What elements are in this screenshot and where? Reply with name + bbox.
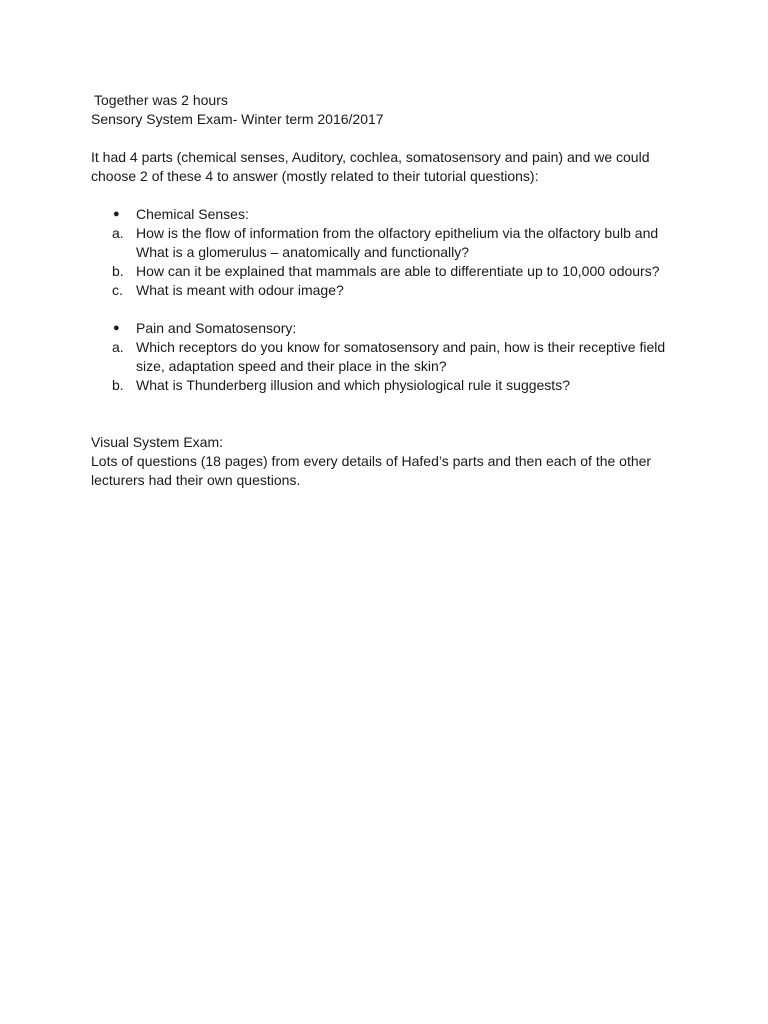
overview-line: choose 2 of these 4 to answer (mostly related to their tutorial questions): [91,168,539,184]
section-pain-somatosensory [91,319,691,395]
section-heading-text: Pain and Somatosensory: [136,320,297,336]
question-item [91,338,691,357]
document-body [91,91,691,490]
question-text: Which receptors do you know for somatosensory and pain, how is their receptive field [136,339,666,355]
question-item [91,224,691,243]
question-marker: b. [112,377,124,393]
intro-line: Together was 2 hours [94,92,228,108]
question-continuation [91,243,691,262]
question-text: What is Thunderberg illusion and which physiological rule it suggests? [136,377,570,393]
question-marker: a. [112,339,124,355]
visual-exam-title: Visual System Exam: [91,434,224,450]
visual-exam-line: lecturers had their own questions. [91,472,301,488]
question-text: What is a glomerulus – anatomically and functionally? [136,244,470,260]
exam-title: Sensory System Exam- Winter term 2016/2017 [91,111,384,127]
spacer [91,395,691,433]
question-marker: b. [112,263,124,279]
bullet-icon: ● [113,322,120,334]
section-heading [91,205,691,224]
visual-exam-line: Lots of questions (18 pages) from every details of Hafed’s parts and then each of the other [91,453,652,469]
question-marker: a. [112,225,124,241]
question-item [91,376,691,395]
section-heading [91,319,691,338]
bullet-icon: ● [113,208,120,220]
section-chemical-senses [91,205,691,300]
question-item [91,262,691,281]
spacer [91,300,691,319]
overview-line: It had 4 parts (chemical senses, Auditory, cochlea, somatosensory and pain) and we could [91,149,650,165]
question-text: What is meant with odour image? [136,282,344,298]
spacer [91,186,691,205]
question-item [91,281,691,300]
question-text: size, adaptation speed and their place in the skin? [136,358,447,374]
question-text: How can it be explained that mammals are able to differentiate up to 10,000 odours? [136,263,660,279]
section-heading-text: Chemical Senses: [136,206,249,222]
question-continuation [91,357,691,376]
spacer [91,129,691,148]
question-text: How is the flow of information from the olfactory epithelium via the olfactory bulb and [136,225,659,241]
question-marker: c. [112,282,123,298]
